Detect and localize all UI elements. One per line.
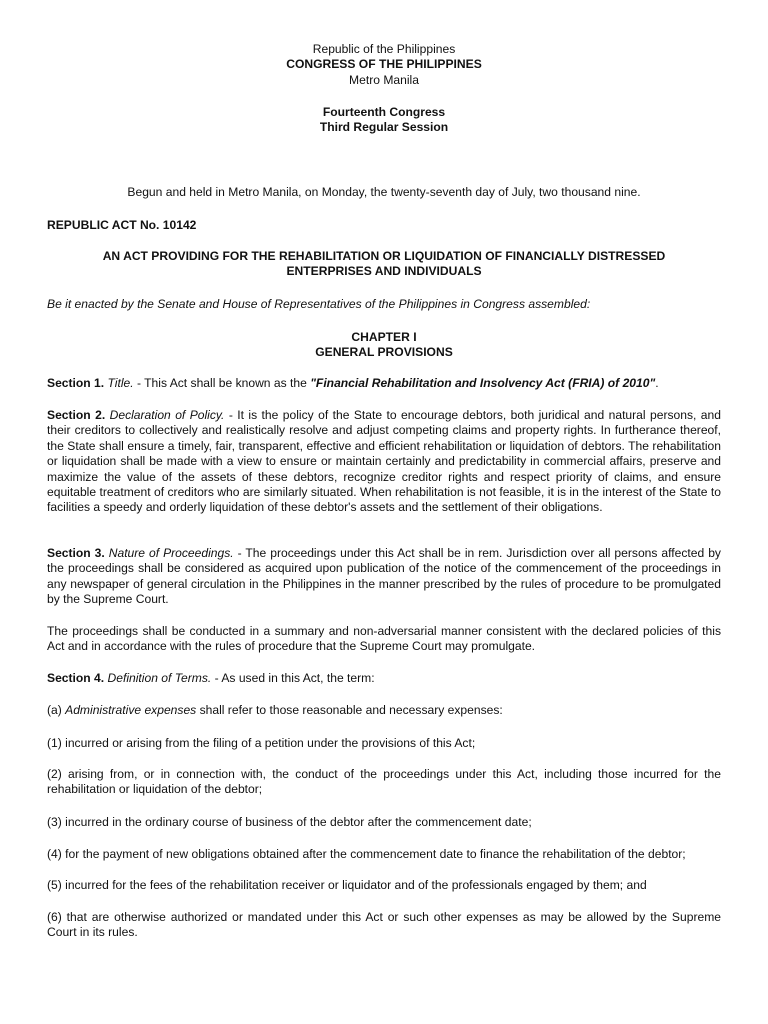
section-3	[47, 546, 721, 608]
section-2	[47, 408, 721, 516]
section-1-heading: Title.	[107, 376, 134, 390]
section-2-heading: Declaration of Policy.	[109, 408, 225, 422]
document-header	[47, 42, 721, 88]
act-title-line-1: AN ACT PROVIDING FOR THE REHABILITATION OR LIQUIDATION OF FINANCIALLY DISTRESSED	[102, 249, 666, 263]
section-3-text: - The proceedings under this Act shall be in rem. Jurisdiction over all persons affected by the proceedings shall be considered as acquired upon publication of the notice of the commencement of the proceedings in any newspaper of general circulation in the Philippines in the manner prescribed by the rules of procedure to be promulgated by the Supreme Court.	[47, 546, 721, 607]
definition-a-text: shall refer to those reasonable and necessary expenses:	[196, 703, 503, 717]
section-4	[47, 671, 721, 686]
section-2-label: Section 2.	[47, 408, 106, 422]
list-item: (4) for the payment of new obligations obtained after the commencement date to finance the rehabilitation of the debtor;	[47, 847, 686, 861]
city-name: Metro Manila	[349, 72, 419, 87]
section-1-text: - This Act shall be known as the	[133, 376, 311, 390]
section-3-heading: Nature of Proceedings.	[108, 546, 234, 560]
section-4-heading: Definition of Terms.	[107, 671, 212, 685]
list-item: (6) that are otherwise authorized or mandated under this Act or such other expenses as may be allowed by the Supreme Court in its rules.	[47, 910, 721, 940]
session-info	[47, 105, 721, 136]
chapter-heading	[47, 330, 721, 361]
definition-a	[47, 703, 721, 718]
definition-a-prefix: (a)	[47, 703, 66, 717]
section-4-text: - As used in this Act, the term:	[211, 671, 375, 685]
congress-number: Fourteenth Congress	[322, 105, 446, 119]
chapter-number: CHAPTER I	[351, 330, 417, 344]
chapter-title: GENERAL PROVISIONS	[315, 345, 453, 360]
section-1-short-title: "Financial Rehabilitation and Insolvency Act (FRIA) of 2010"	[310, 376, 656, 390]
act-title	[47, 249, 721, 280]
congress-name: CONGRESS OF THE PHILIPPINES	[286, 57, 482, 72]
section-4-label: Section 4.	[47, 671, 105, 685]
begun-statement: Begun and held in Metro Manila, on Monday, the twenty-seventh day of July, two thousand nine.	[127, 185, 641, 199]
section-1-end: .	[655, 376, 659, 390]
act-title-line-2: ENTERPRISES AND INDIVIDUALS	[286, 264, 482, 279]
act-number: REPUBLIC ACT No. 10142	[47, 218, 197, 232]
section-2-text: - It is the policy of the State to encourage debtors, both juridical and natural persons, and their creditors to collectively and realistically resolve and adjust competing claims and property rights. In furtherance thereof, the State shall ensure a timely, fair, transparent, effective and efficient rehabilitation or liquidation of debtors. The rehabilitation or liquidation shall be made with a view to ensure or maintain certainly and predictability in commercial affairs, preserve and maximize the value of the assets of these debtors, recognize creditor rights and respect priority of claims, and ensure equitable treatment of creditors who are similarly situated. When rehabilitation is not feasible, it is in the interest of the State to facilities a speedy and orderly liquidation of these debtor's assets and the settlement of their obligations.	[47, 408, 721, 515]
definition-a-term: Administrative expenses	[65, 703, 197, 717]
country-name: Republic of the Philippines	[312, 42, 456, 56]
section-3-label: Section 3.	[47, 546, 105, 560]
section-1-label: Section 1.	[47, 376, 105, 390]
list-item: (2) arising from, or in connection with, the conduct of the proceedings under this Act, including those incurred for the rehabilitation or liquidation of the debtor;	[47, 767, 721, 797]
list-item: (3) incurred in the ordinary course of business of the debtor after the commencement date;	[47, 815, 532, 829]
enacting-clause: Be it enacted by the Senate and House of Representatives of the Philippines in Congress assembled:	[47, 297, 591, 311]
section-3-paragraph-2: The proceedings shall be conducted in a summary and non-adversarial manner consistent with the declared policies of this Act and in accordance with the rules of procedure that the Supreme Court may promulgate.	[47, 624, 721, 654]
section-1	[47, 376, 721, 391]
list-item: (5) incurred for the fees of the rehabilitation receiver or liquidator and of the professionals engaged by them; and	[47, 878, 647, 892]
list-item: (1) incurred or arising from the filing of a petition under the provisions of this Act;	[47, 736, 476, 750]
session-name: Third Regular Session	[319, 120, 449, 135]
